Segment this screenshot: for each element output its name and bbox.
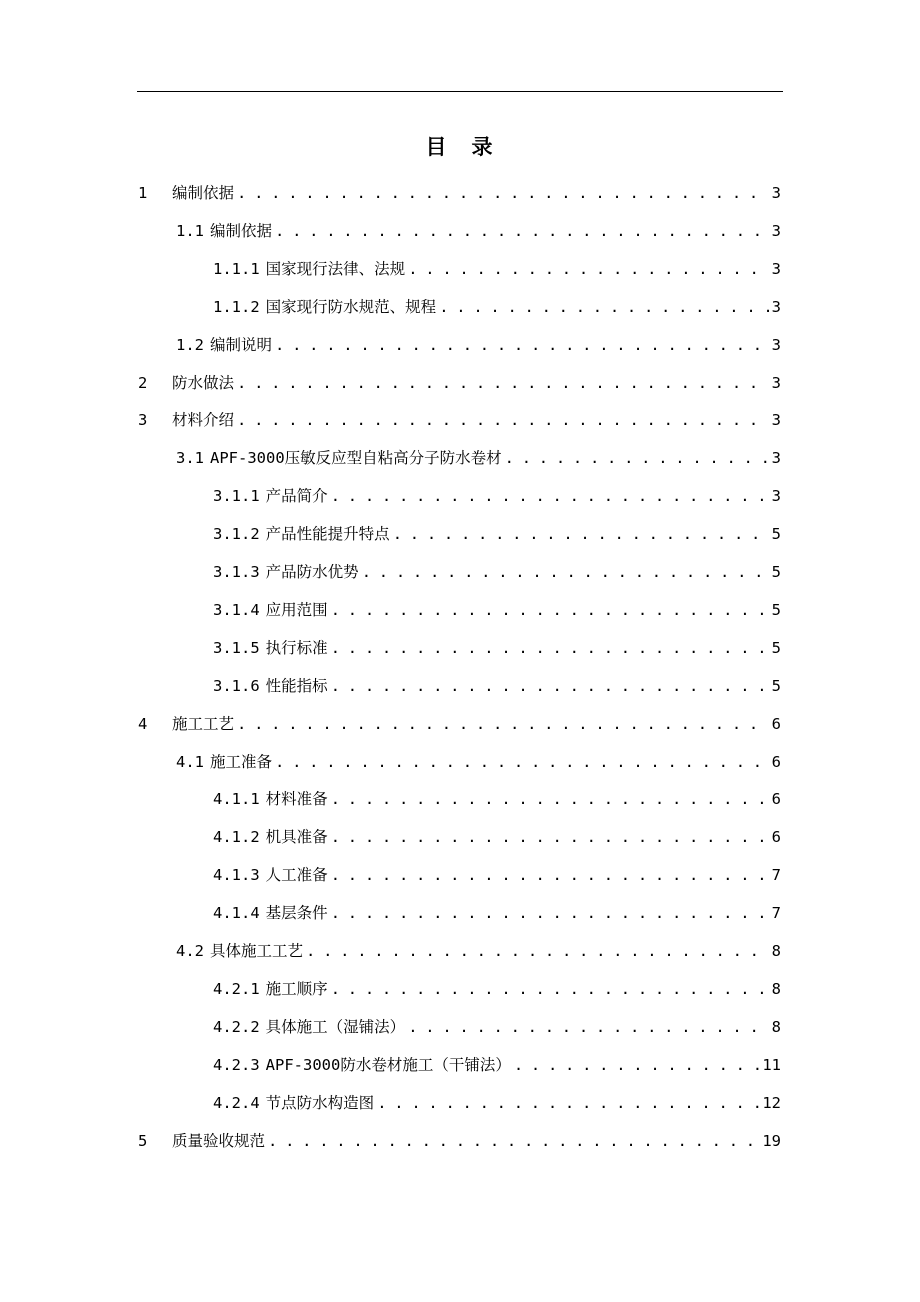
toc-entry[interactable] [213, 856, 781, 894]
toc-dot-leader [331, 477, 769, 515]
toc-dot-leader [362, 553, 769, 591]
toc-entry-number: 5 [138, 1131, 148, 1150]
toc-entry-page: 19 [762, 1131, 781, 1150]
toc-entry-number: 3.1.6 [213, 676, 260, 695]
toc-entry-page: 3 [771, 221, 781, 240]
toc-entry-number: 4.1.1 [213, 790, 260, 809]
toc-entry-number: 4.1.3 [213, 866, 260, 885]
toc-entry[interactable] [213, 250, 781, 288]
toc-title: 目 录 [425, 135, 495, 159]
toc-dot-leader [275, 326, 769, 364]
header-rule [137, 91, 783, 92]
toc-entry-title: APF-3000防水卷材施工（干铺法） [265, 1055, 511, 1074]
toc-entry-number: 1.1 [176, 221, 204, 240]
toc-entry[interactable] [176, 326, 781, 364]
toc-entry-title: 施工工艺 [172, 714, 235, 733]
toc-entry-page: 8 [771, 979, 781, 998]
toc-entry-title: 产品性能提升特点 [265, 525, 390, 544]
toc-dot-leader [237, 401, 769, 439]
toc-entry-number: 3.1.5 [213, 638, 260, 657]
toc-dot-leader [377, 1084, 759, 1122]
toc-entry-title: 施工准备 [210, 752, 273, 771]
toc-entry-number: 1.2 [176, 335, 204, 354]
toc-entry[interactable] [213, 667, 781, 705]
toc-entry-page: 6 [771, 790, 781, 809]
toc-entry-title: 产品简介 [265, 487, 328, 506]
toc-entry-title: 材料准备 [265, 790, 328, 809]
toc-entry-title: 执行标准 [265, 638, 328, 657]
toc-entry-page: 3 [771, 373, 781, 392]
toc-entry-title: 编制依据 [210, 221, 273, 240]
toc-entry[interactable] [213, 970, 781, 1008]
toc-dot-leader [237, 174, 769, 212]
toc-entry[interactable] [213, 515, 781, 553]
toc-entry[interactable] [213, 288, 781, 326]
toc-entry[interactable] [213, 1084, 781, 1122]
toc-entry-number: 3 [138, 411, 148, 430]
toc-entry-page: 5 [771, 676, 781, 695]
toc-entry-title: 机具准备 [265, 828, 328, 847]
toc-entry-number: 4.1 [176, 752, 204, 771]
toc-entry-page: 3 [771, 411, 781, 430]
toc-dot-leader [275, 212, 769, 250]
toc-entry-page: 5 [771, 600, 781, 619]
toc-entry[interactable] [213, 818, 781, 856]
toc-entry-title: 具体施工（湿铺法） [265, 1017, 406, 1036]
toc-entry-title: 编制依据 [172, 184, 235, 202]
toc-entry[interactable] [176, 439, 781, 477]
toc-entry-title: 具体施工工艺 [210, 942, 304, 960]
toc-entry-number: 3.1.1 [213, 487, 260, 506]
toc-entry-number: 3.1.4 [213, 600, 260, 619]
toc-dot-leader [331, 970, 769, 1008]
toc-entry[interactable] [138, 1122, 781, 1160]
toc-entry-number: 4.2.4 [213, 1093, 260, 1112]
toc-entry-page: 3 [771, 297, 781, 316]
toc-entry-number: 4.2.2 [213, 1017, 260, 1036]
toc-entry-page: 8 [771, 942, 781, 960]
toc-entry-title: 节点防水构造图 [265, 1093, 375, 1112]
toc-entry-number: 3.1 [176, 449, 204, 468]
toc-entry-page: 3 [771, 487, 781, 506]
toc-entry-page: 3 [771, 259, 781, 278]
toc-entry-title: 国家现行防水规范、规程 [265, 297, 437, 316]
toc-entry-title: 产品防水优势 [265, 563, 359, 581]
toc-entry-number: 1 [138, 184, 148, 202]
toc-entry-page: 8 [771, 1017, 781, 1036]
toc-entry[interactable] [176, 212, 781, 250]
toc-entry[interactable] [138, 364, 781, 402]
toc-entry-title: 质量验收规范 [172, 1131, 266, 1150]
toc-dot-leader [505, 439, 769, 477]
toc-entry-page: 3 [771, 335, 781, 354]
toc-dot-leader [408, 1008, 768, 1046]
toc-dot-leader [331, 667, 769, 705]
toc-dot-leader [331, 629, 769, 667]
toc-entry-title: 应用范围 [265, 600, 328, 619]
toc-dot-leader [439, 288, 768, 326]
toc-entry[interactable] [213, 629, 781, 667]
toc-entry[interactable] [213, 1008, 781, 1046]
toc-entry-page: 5 [771, 525, 781, 544]
toc-entry-title: 施工顺序 [265, 979, 328, 998]
toc-entry-page: 5 [771, 563, 781, 581]
toc-entry-title: 基层条件 [265, 904, 328, 923]
toc-entry[interactable] [213, 1046, 781, 1084]
toc-entry[interactable] [176, 743, 781, 781]
toc-entry-page: 6 [771, 828, 781, 847]
toc-dot-leader [237, 364, 769, 402]
toc-entry-title: 性能指标 [265, 676, 328, 695]
toc-entry[interactable] [213, 553, 781, 591]
toc-entry-number: 1.1.2 [213, 297, 260, 316]
toc-entry-title: 国家现行法律、法规 [265, 259, 406, 278]
toc-dot-leader [408, 250, 768, 288]
toc-entry[interactable] [213, 477, 781, 515]
toc-entry-title: 人工准备 [265, 866, 328, 885]
toc-entry-number: 4.2.3 [213, 1055, 260, 1074]
toc-dot-leader [514, 1046, 760, 1084]
toc-entry-number: 4.1.4 [213, 904, 260, 923]
toc-entry-title: 材料介绍 [172, 411, 235, 430]
toc-entry-number: 4 [138, 714, 148, 733]
toc-entry[interactable] [138, 174, 781, 212]
toc-dot-leader [268, 1122, 759, 1160]
toc-entry-number: 4.2.1 [213, 979, 260, 998]
toc-entry-page: 7 [771, 866, 781, 885]
toc-entry-page: 12 [762, 1093, 781, 1112]
toc-dot-leader [331, 818, 769, 856]
toc-entry-page: 3 [771, 184, 781, 202]
toc-entry[interactable] [176, 932, 781, 970]
toc-entry-page: 6 [771, 714, 781, 733]
toc-entry-title: 编制说明 [210, 335, 273, 354]
toc-entry-number: 2 [138, 373, 148, 392]
toc-dot-leader [275, 743, 769, 781]
toc-entry[interactable] [138, 705, 781, 743]
toc-entry-title: 防水做法 [172, 373, 235, 392]
toc-dot-leader [331, 780, 769, 818]
toc-entry-number: 4.2 [176, 942, 204, 960]
toc-entry-number: 3.1.3 [213, 563, 260, 581]
toc-entry[interactable] [213, 591, 781, 629]
toc-entry[interactable] [138, 401, 781, 439]
toc-entry-page: 6 [771, 752, 781, 771]
toc-entry-number: 4.1.2 [213, 828, 260, 847]
toc-dot-leader [393, 515, 769, 553]
toc-entry[interactable] [213, 780, 781, 818]
toc-dot-leader [306, 932, 769, 970]
toc-entry-title: APF-3000压敏反应型自粘高分子防水卷材 [210, 449, 502, 468]
toc-dot-leader [331, 894, 769, 932]
toc-dot-leader [331, 856, 769, 894]
toc-entry[interactable] [213, 894, 781, 932]
toc-entry-page: 7 [771, 904, 781, 923]
toc-entry-page: 3 [771, 449, 781, 468]
toc-entry-page: 5 [771, 638, 781, 657]
toc-entry-number: 3.1.2 [213, 525, 260, 544]
toc-dot-leader [331, 591, 769, 629]
toc-dot-leader [237, 705, 769, 743]
toc-entry-page: 11 [762, 1055, 781, 1074]
toc-entry-number: 1.1.1 [213, 259, 260, 278]
